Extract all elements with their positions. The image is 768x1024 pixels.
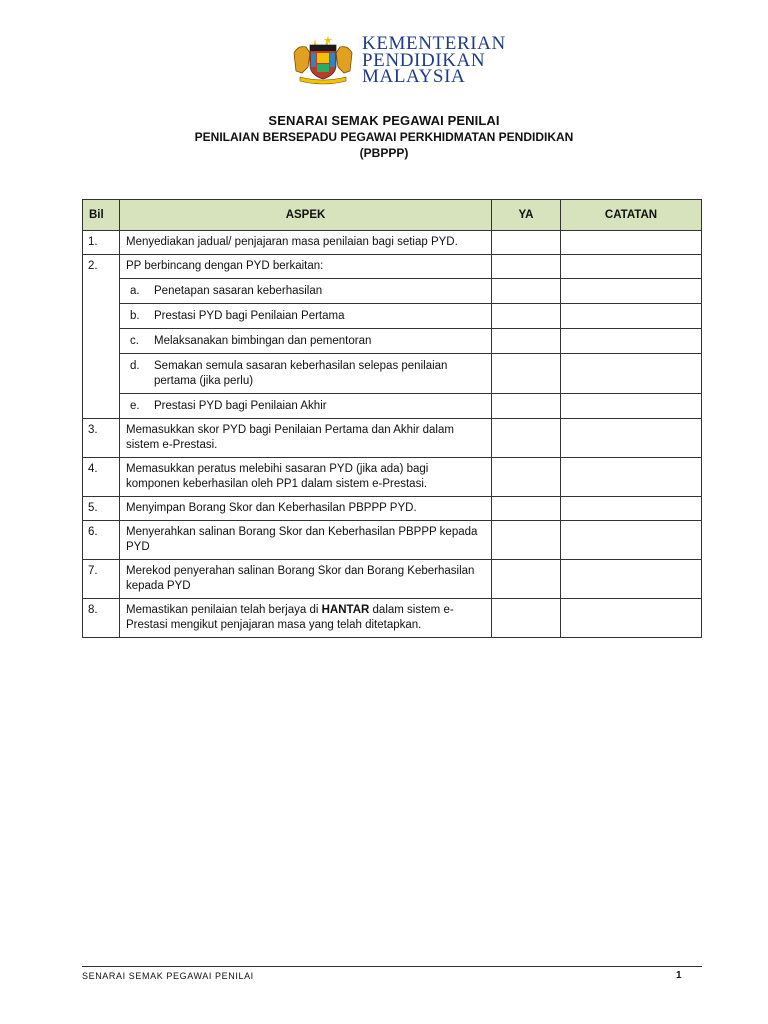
row-text: Merekod penyerahan salinan Borang Skor dan Borang Keberhasilan [126,565,475,577]
row-text [126,603,485,618]
row-text: Memasukkan peratus melebihi sasaran PYD (jika ada) bagi [126,463,429,475]
catatan-cell[interactable] [561,521,702,560]
row-text-continued: komponen keberhasilan oleh PP1 dalam sistem e-Prestasi. [126,478,428,490]
ya-cell[interactable] [492,599,561,638]
row-aspek [120,599,492,638]
row-text: Menyediakan jadual/ penjajaran masa penilaian bagi setiap PYD. [126,236,458,248]
row-number-empty [83,304,120,329]
row-text: Menyimpan Borang Skor dan Keberhasilan PBPPP PYD. [126,502,417,514]
row-number: 8. [83,599,120,638]
table-row [83,458,702,497]
header-ya: YA [492,200,561,231]
row-aspek [120,497,492,521]
coat-of-arms-icon [290,33,356,85]
sub-letter: a. [130,285,140,297]
catatan-cell[interactable] [561,231,702,255]
row-text: Menyerahkan salinan Borang Skor dan Keberhasilan PBPPP kepada [126,526,478,538]
table-row [83,560,702,599]
ya-cell[interactable] [492,497,561,521]
ministry-logo [290,33,510,85]
sub-text: Prestasi PYD bagi Penilaian Pertama [154,310,345,322]
ministry-line-1-text: KEMENTERIAN [362,33,506,54]
row-number: 2. [83,255,120,279]
row-number-empty [83,279,120,304]
table-subrow [83,279,702,304]
row-aspek [120,231,492,255]
subrow-aspek [120,354,492,394]
sub-letter: b. [130,310,140,322]
page-number: 1 [676,970,682,981]
sub-text: Semakan semula sasaran keberhasilan selepas penilaian [154,360,448,372]
document-acronym: (PBPPP) [359,146,409,160]
sub-line-1 [126,359,485,374]
catatan-cell[interactable] [561,599,702,638]
row-aspek [120,521,492,560]
table-row [83,497,702,521]
catatan-cell[interactable] [561,458,702,497]
row-text: Memasukkan skor PYD bagi Penilaian Pertama dan Akhir dalam [126,424,454,436]
table-row [83,521,702,560]
sub-letter: d. [130,360,140,372]
catatan-cell[interactable] [561,304,702,329]
ya-cell[interactable] [492,458,561,497]
table-subrow [83,354,702,394]
row-text-part-b: dalam sistem e- [369,604,454,616]
checklist-table [82,199,702,638]
ya-cell[interactable] [492,560,561,599]
table-row [83,419,702,458]
sub-letter: e. [130,400,140,412]
row-number: 6. [83,521,120,560]
catatan-cell[interactable] [561,560,702,599]
subrow-aspek [120,394,492,419]
footer-divider [82,966,702,967]
sub-text: Melaksanakan bimbingan dan pementoran [154,335,372,347]
document-title: SENARAI SEMAK PEGAWAI PENILAI [268,113,500,128]
ya-cell[interactable] [492,231,561,255]
row-text-continued: sistem e-Prestasi. [126,439,218,451]
row-text-continued: PYD [126,541,150,553]
catatan-cell[interactable] [561,394,702,419]
sub-letter: c. [130,335,139,347]
ya-cell[interactable] [492,255,561,279]
catatan-cell[interactable] [561,255,702,279]
table-row [83,255,702,279]
catatan-cell[interactable] [561,354,702,394]
catatan-cell[interactable] [561,419,702,458]
row-aspek [120,560,492,599]
document-subtitle: PENILAIAN BERSEPADU PEGAWAI PERKHIDMATAN PENDIDIKAN [194,130,574,144]
table-row [83,231,702,255]
row-text-continued: kepada PYD [126,580,191,592]
row-text-part-a: Memastikan penilaian telah berjaya di [126,604,322,616]
table-subrow [83,394,702,419]
header-aspek: ASPEK [120,200,492,231]
row-number: 3. [83,419,120,458]
ministry-line-3-text: MALAYSIA [362,66,466,87]
ya-cell[interactable] [492,521,561,560]
ya-cell[interactable] [492,329,561,354]
ministry-line-3 [362,66,506,87]
sub-text: Prestasi PYD bagi Penilaian Akhir [154,400,327,412]
catatan-cell[interactable] [561,279,702,304]
row-number: 4. [83,458,120,497]
subrow-aspek [120,304,492,329]
ya-cell[interactable] [492,279,561,304]
catatan-cell[interactable] [561,329,702,354]
ya-cell[interactable] [492,419,561,458]
row-text-bold: HANTAR [321,604,370,616]
ministry-line-2-text: PENDIDIKAN [362,49,486,71]
row-aspek [120,419,492,458]
ministry-name [362,33,506,87]
sub-text: Penetapan sasaran keberhasilan [154,285,323,297]
row-number-empty [83,329,120,354]
document-titles [0,112,768,161]
table-subrow [83,329,702,354]
table-row [83,599,702,638]
row-text: PP berbincang dengan PYD berkaitan: [126,260,324,272]
subrow-aspek [120,329,492,354]
table-subrow [83,304,702,329]
ya-cell[interactable] [492,354,561,394]
header-bil: Bil [83,200,120,231]
table-header-row [83,200,702,231]
row-number: 1. [83,231,120,255]
row-number: 7. [83,560,120,599]
row-aspek [120,255,492,279]
ya-cell[interactable] [492,304,561,329]
header-catatan: CATATAN [561,200,702,231]
sub-text-continued: pertama (jika perlu) [154,375,254,387]
row-number: 5. [83,497,120,521]
row-text-continued: Prestasi mengikut penjajaran masa yang telah ditetapkan. [126,619,422,631]
row-aspek [120,458,492,497]
ya-cell[interactable] [492,394,561,419]
row-number-empty [83,354,120,394]
subrow-aspek [120,279,492,304]
footer-title: SENARAI SEMAK PEGAWAI PENILAI [82,971,254,981]
catatan-cell[interactable] [561,497,702,521]
row-number-empty [83,394,120,419]
